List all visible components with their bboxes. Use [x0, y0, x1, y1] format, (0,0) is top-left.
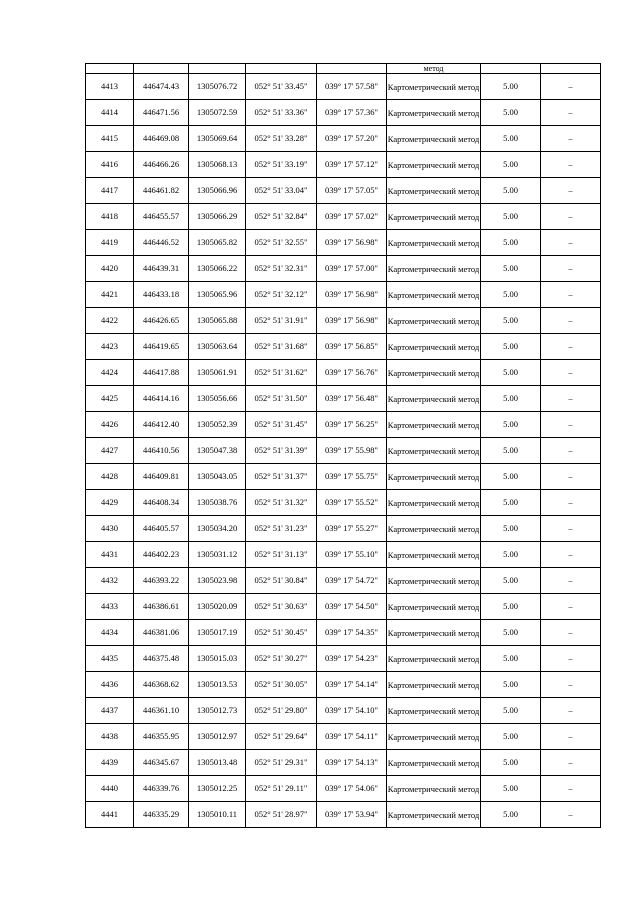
cell-longitude: 039° 17' 57.20"	[317, 126, 387, 152]
cell-point-number: 4431	[86, 542, 134, 568]
cell-point-number: 4437	[86, 698, 134, 724]
cell-note: –	[541, 776, 601, 802]
cell-note: –	[541, 698, 601, 724]
cell-accuracy: 5.00	[481, 308, 541, 334]
cell-latitude: 052° 51' 32.84"	[246, 204, 317, 230]
cell-y-coordinate: 1305061.91	[189, 360, 246, 386]
cell-x-coordinate: 446433.18	[134, 282, 189, 308]
cell-note: –	[541, 620, 601, 646]
table-row	[86, 386, 601, 412]
cell-longitude: 039° 17' 57.36"	[317, 100, 387, 126]
cell-longitude: 039° 17' 54.35"	[317, 620, 387, 646]
cell-y-coordinate: 1305015.03	[189, 646, 246, 672]
cell-x-coordinate: 446402.23	[134, 542, 189, 568]
cell-method: Картометрический метод	[387, 282, 481, 308]
cell-accuracy: 5.00	[481, 568, 541, 594]
cell-note: –	[541, 74, 601, 100]
cell-longitude: 039° 17' 57.58"	[317, 74, 387, 100]
cell-method: Картометрический метод	[387, 204, 481, 230]
cell-point-number: 4439	[86, 750, 134, 776]
cell-note: –	[541, 490, 601, 516]
cell-method: Картометрический метод	[387, 152, 481, 178]
cell-y-coordinate: 1305023.98	[189, 568, 246, 594]
cell-x-coordinate: 446386.61	[134, 594, 189, 620]
cell-x-coordinate: 446339.76	[134, 776, 189, 802]
cell-y-coordinate: 1305017.19	[189, 620, 246, 646]
cell-point-number: 4427	[86, 438, 134, 464]
cell-y-coordinate: 1305031.12	[189, 542, 246, 568]
cell-x-coordinate: 446335.29	[134, 802, 189, 828]
cell-latitude: 052° 51' 33.45"	[246, 74, 317, 100]
cell-method: Картометрический метод	[387, 568, 481, 594]
cell-latitude: 052° 51' 30.45"	[246, 620, 317, 646]
cell-point-number: 4429	[86, 490, 134, 516]
cell-note: –	[541, 282, 601, 308]
cell-y-coordinate: 1305012.73	[189, 698, 246, 724]
cell-note: –	[541, 178, 601, 204]
table-row-continuation	[86, 64, 601, 74]
cell-x-coordinate: 446474.43	[134, 74, 189, 100]
cell-longitude: 039° 17' 54.23"	[317, 646, 387, 672]
cell-x-coordinate: 446461.82	[134, 178, 189, 204]
cell-latitude: 052° 51' 30.05"	[246, 672, 317, 698]
cell-method: Картометрический метод	[387, 126, 481, 152]
cell-empty	[317, 64, 387, 74]
cell-longitude: 039° 17' 54.14"	[317, 672, 387, 698]
cell-method: Картометрический метод	[387, 776, 481, 802]
cell-method: Картометрический метод	[387, 74, 481, 100]
cell-accuracy: 5.00	[481, 152, 541, 178]
cell-point-number: 4424	[86, 360, 134, 386]
cell-method: Картометрический метод	[387, 594, 481, 620]
cell-latitude: 052° 51' 32.31"	[246, 256, 317, 282]
cell-latitude: 052° 51' 31.39"	[246, 438, 317, 464]
cell-accuracy: 5.00	[481, 204, 541, 230]
cell-method: Картометрический метод	[387, 542, 481, 568]
cell-accuracy: 5.00	[481, 386, 541, 412]
cell-longitude: 039° 17' 56.98"	[317, 230, 387, 256]
table-row	[86, 568, 601, 594]
table-row	[86, 256, 601, 282]
table-row	[86, 74, 601, 100]
cell-point-number: 4413	[86, 74, 134, 100]
cell-latitude: 052° 51' 31.45"	[246, 412, 317, 438]
cell-note: –	[541, 386, 601, 412]
cell-longitude: 039° 17' 57.02"	[317, 204, 387, 230]
cell-y-coordinate: 1305034.20	[189, 516, 246, 542]
cell-method: Картометрический метод	[387, 100, 481, 126]
cell-accuracy: 5.00	[481, 776, 541, 802]
cell-note: –	[541, 126, 601, 152]
cell-accuracy: 5.00	[481, 412, 541, 438]
table-row	[86, 126, 601, 152]
cell-note: –	[541, 542, 601, 568]
cell-accuracy: 5.00	[481, 698, 541, 724]
cell-accuracy: 5.00	[481, 256, 541, 282]
cell-x-coordinate: 446471.56	[134, 100, 189, 126]
cell-y-coordinate: 1305010.11	[189, 802, 246, 828]
cell-longitude: 039° 17' 56.98"	[317, 308, 387, 334]
cell-longitude: 039° 17' 57.05"	[317, 178, 387, 204]
cell-longitude: 039° 17' 54.13"	[317, 750, 387, 776]
cell-y-coordinate: 1305066.29	[189, 204, 246, 230]
cell-method: Картометрический метод	[387, 334, 481, 360]
table-row	[86, 204, 601, 230]
table-row	[86, 542, 601, 568]
table-row	[86, 698, 601, 724]
cell-latitude: 052° 51' 33.19"	[246, 152, 317, 178]
cell-point-number: 4440	[86, 776, 134, 802]
cell-accuracy: 5.00	[481, 178, 541, 204]
cell-longitude: 039° 17' 56.48"	[317, 386, 387, 412]
table-row	[86, 230, 601, 256]
cell-note: –	[541, 412, 601, 438]
cell-note: –	[541, 438, 601, 464]
cell-note: –	[541, 568, 601, 594]
table-row	[86, 464, 601, 490]
cell-note: –	[541, 308, 601, 334]
cell-x-coordinate: 446419.65	[134, 334, 189, 360]
cell-y-coordinate: 1305066.96	[189, 178, 246, 204]
cell-method: Картометрический метод	[387, 386, 481, 412]
cell-note: –	[541, 750, 601, 776]
cell-point-number: 4421	[86, 282, 134, 308]
cell-point-number: 4420	[86, 256, 134, 282]
cell-accuracy: 5.00	[481, 672, 541, 698]
cell-y-coordinate: 1305076.72	[189, 74, 246, 100]
cell-latitude: 052° 51' 31.23"	[246, 516, 317, 542]
cell-longitude: 039° 17' 57.00"	[317, 256, 387, 282]
cell-point-number: 4436	[86, 672, 134, 698]
cell-latitude: 052° 51' 29.11"	[246, 776, 317, 802]
cell-latitude: 052° 51' 31.91"	[246, 308, 317, 334]
cell-point-number: 4430	[86, 516, 134, 542]
cell-x-coordinate: 446375.48	[134, 646, 189, 672]
cell-latitude: 052° 51' 31.62"	[246, 360, 317, 386]
cell-point-number: 4441	[86, 802, 134, 828]
cell-longitude: 039° 17' 56.85"	[317, 334, 387, 360]
cell-x-coordinate: 446405.57	[134, 516, 189, 542]
cell-latitude: 052° 51' 30.27"	[246, 646, 317, 672]
cell-x-coordinate: 446426.65	[134, 308, 189, 334]
cell-point-number: 4416	[86, 152, 134, 178]
cell-y-coordinate: 1305066.22	[189, 256, 246, 282]
cell-method: Картометрический метод	[387, 750, 481, 776]
cell-latitude: 052° 51' 30.63"	[246, 594, 317, 620]
cell-longitude: 039° 17' 57.12"	[317, 152, 387, 178]
cell-accuracy: 5.00	[481, 490, 541, 516]
cell-longitude: 039° 17' 55.75"	[317, 464, 387, 490]
cell-x-coordinate: 446393.22	[134, 568, 189, 594]
cell-x-coordinate: 446408.34	[134, 490, 189, 516]
cell-accuracy: 5.00	[481, 750, 541, 776]
table-row	[86, 360, 601, 386]
cell-accuracy: 5.00	[481, 464, 541, 490]
cell-method: Картометрический метод	[387, 308, 481, 334]
cell-method: Картометрический метод	[387, 464, 481, 490]
cell-empty	[189, 64, 246, 74]
cell-longitude: 039° 17' 54.06"	[317, 776, 387, 802]
cell-latitude: 052° 51' 28.97"	[246, 802, 317, 828]
cell-longitude: 039° 17' 55.52"	[317, 490, 387, 516]
cell-x-coordinate: 446368.62	[134, 672, 189, 698]
cell-x-coordinate: 446409.81	[134, 464, 189, 490]
cell-accuracy: 5.00	[481, 802, 541, 828]
cell-longitude: 039° 17' 56.98"	[317, 282, 387, 308]
cell-accuracy: 5.00	[481, 334, 541, 360]
cell-accuracy: 5.00	[481, 100, 541, 126]
cell-note: –	[541, 256, 601, 282]
cell-point-number: 4415	[86, 126, 134, 152]
cell-latitude: 052° 51' 29.64"	[246, 724, 317, 750]
cell-point-number: 4432	[86, 568, 134, 594]
cell-y-coordinate: 1305043.05	[189, 464, 246, 490]
cell-method: Картометрический метод	[387, 516, 481, 542]
coordinates-table	[85, 63, 601, 828]
cell-method: Картометрический метод	[387, 802, 481, 828]
cell-latitude: 052° 51' 31.32"	[246, 490, 317, 516]
cell-y-coordinate: 1305052.39	[189, 412, 246, 438]
cell-y-coordinate: 1305065.82	[189, 230, 246, 256]
table-row	[86, 100, 601, 126]
cell-point-number: 4418	[86, 204, 134, 230]
cell-note: –	[541, 464, 601, 490]
cell-point-number: 4428	[86, 464, 134, 490]
cell-method: Картометрический метод	[387, 646, 481, 672]
cell-accuracy: 5.00	[481, 360, 541, 386]
cell-point-number: 4435	[86, 646, 134, 672]
cell-method: Картометрический метод	[387, 490, 481, 516]
cell-note: –	[541, 672, 601, 698]
cell-x-coordinate: 446412.40	[134, 412, 189, 438]
cell-accuracy: 5.00	[481, 516, 541, 542]
cell-accuracy: 5.00	[481, 646, 541, 672]
cell-x-coordinate: 446345.67	[134, 750, 189, 776]
cell-note: –	[541, 230, 601, 256]
cell-point-number: 4433	[86, 594, 134, 620]
cell-latitude: 052° 51' 31.68"	[246, 334, 317, 360]
cell-method: Картометрический метод	[387, 412, 481, 438]
table-row	[86, 776, 601, 802]
cell-accuracy: 5.00	[481, 438, 541, 464]
cell-x-coordinate: 446455.57	[134, 204, 189, 230]
table-row	[86, 594, 601, 620]
cell-method: Картометрический метод	[387, 360, 481, 386]
table-row	[86, 438, 601, 464]
cell-method: Картометрический метод	[387, 672, 481, 698]
cell-point-number: 4422	[86, 308, 134, 334]
cell-x-coordinate: 446361.10	[134, 698, 189, 724]
cell-x-coordinate: 446410.56	[134, 438, 189, 464]
cell-note: –	[541, 360, 601, 386]
cell-longitude: 039° 17' 54.50"	[317, 594, 387, 620]
cell-accuracy: 5.00	[481, 74, 541, 100]
cell-x-coordinate: 446414.16	[134, 386, 189, 412]
cell-note: –	[541, 646, 601, 672]
cell-empty	[481, 64, 541, 74]
cell-note: –	[541, 100, 601, 126]
cell-longitude: 039° 17' 54.11"	[317, 724, 387, 750]
cell-note: –	[541, 724, 601, 750]
cell-method: Картометрический метод	[387, 256, 481, 282]
cell-y-coordinate: 1305012.25	[189, 776, 246, 802]
cell-empty	[246, 64, 317, 74]
cell-latitude: 052° 51' 30.84"	[246, 568, 317, 594]
cell-latitude: 052° 51' 31.13"	[246, 542, 317, 568]
cell-longitude: 039° 17' 55.10"	[317, 542, 387, 568]
cell-point-number: 4426	[86, 412, 134, 438]
cell-point-number: 4438	[86, 724, 134, 750]
cell-point-number: 4414	[86, 100, 134, 126]
cell-y-coordinate: 1305065.96	[189, 282, 246, 308]
table-row	[86, 308, 601, 334]
cell-empty	[541, 64, 601, 74]
cell-longitude: 039° 17' 54.10"	[317, 698, 387, 724]
cell-y-coordinate: 1305020.09	[189, 594, 246, 620]
cell-accuracy: 5.00	[481, 594, 541, 620]
cell-point-number: 4419	[86, 230, 134, 256]
cell-y-coordinate: 1305068.13	[189, 152, 246, 178]
cell-y-coordinate: 1305047.38	[189, 438, 246, 464]
cell-note: –	[541, 516, 601, 542]
cell-x-coordinate: 446439.31	[134, 256, 189, 282]
cell-method: Картометрический метод	[387, 724, 481, 750]
cell-note: –	[541, 802, 601, 828]
cell-note: –	[541, 152, 601, 178]
cell-point-number: 4417	[86, 178, 134, 204]
cell-latitude: 052° 51' 29.80"	[246, 698, 317, 724]
cell-accuracy: 5.00	[481, 126, 541, 152]
table-row	[86, 178, 601, 204]
cell-note: –	[541, 334, 601, 360]
cell-note: –	[541, 204, 601, 230]
table-row	[86, 282, 601, 308]
cell-accuracy: 5.00	[481, 282, 541, 308]
cell-longitude: 039° 17' 56.25"	[317, 412, 387, 438]
table-row	[86, 516, 601, 542]
cell-longitude: 039° 17' 56.76"	[317, 360, 387, 386]
cell-method: Картометрический метод	[387, 178, 481, 204]
cell-latitude: 052° 51' 31.37"	[246, 464, 317, 490]
table-row	[86, 802, 601, 828]
table-row	[86, 646, 601, 672]
cell-accuracy: 5.00	[481, 620, 541, 646]
cell-method: Картометрический метод	[387, 438, 481, 464]
cell-latitude: 052° 51' 31.50"	[246, 386, 317, 412]
cell-accuracy: 5.00	[481, 230, 541, 256]
cell-note: –	[541, 594, 601, 620]
table-row	[86, 724, 601, 750]
table-row	[86, 152, 601, 178]
cell-accuracy: 5.00	[481, 542, 541, 568]
cell-longitude: 039° 17' 53.94"	[317, 802, 387, 828]
cell-empty	[86, 64, 134, 74]
cell-latitude: 052° 51' 32.55"	[246, 230, 317, 256]
cell-x-coordinate: 446355.95	[134, 724, 189, 750]
cell-method: Картометрический метод	[387, 620, 481, 646]
cell-longitude: 039° 17' 55.27"	[317, 516, 387, 542]
cell-y-coordinate: 1305013.53	[189, 672, 246, 698]
cell-latitude: 052° 51' 33.36"	[246, 100, 317, 126]
cell-y-coordinate: 1305069.64	[189, 126, 246, 152]
cell-x-coordinate: 446417.88	[134, 360, 189, 386]
cell-point-number: 4423	[86, 334, 134, 360]
cell-latitude: 052° 51' 32.12"	[246, 282, 317, 308]
table-row	[86, 620, 601, 646]
cell-y-coordinate: 1305038.76	[189, 490, 246, 516]
cell-longitude: 039° 17' 55.98"	[317, 438, 387, 464]
cell-y-coordinate: 1305012.97	[189, 724, 246, 750]
table-row	[86, 672, 601, 698]
table-row	[86, 490, 601, 516]
cell-empty	[134, 64, 189, 74]
table-row	[86, 412, 601, 438]
cell-y-coordinate: 1305013.48	[189, 750, 246, 776]
cell-x-coordinate: 446469.08	[134, 126, 189, 152]
cell-method: Картометрический метод	[387, 698, 481, 724]
cell-method-tail: метод	[387, 64, 481, 74]
cell-longitude: 039° 17' 54.72"	[317, 568, 387, 594]
cell-y-coordinate: 1305063.64	[189, 334, 246, 360]
table-row	[86, 750, 601, 776]
cell-accuracy: 5.00	[481, 724, 541, 750]
coordinates-table-page	[85, 63, 600, 828]
cell-point-number: 4434	[86, 620, 134, 646]
cell-y-coordinate: 1305056.66	[189, 386, 246, 412]
cell-latitude: 052° 51' 29.31"	[246, 750, 317, 776]
cell-method: Картометрический метод	[387, 230, 481, 256]
cell-x-coordinate: 446381.06	[134, 620, 189, 646]
cell-x-coordinate: 446466.26	[134, 152, 189, 178]
cell-x-coordinate: 446446.52	[134, 230, 189, 256]
cell-point-number: 4425	[86, 386, 134, 412]
table-row	[86, 334, 601, 360]
cell-latitude: 052° 51' 33.28"	[246, 126, 317, 152]
cell-y-coordinate: 1305072.59	[189, 100, 246, 126]
cell-y-coordinate: 1305065.88	[189, 308, 246, 334]
cell-latitude: 052° 51' 33.04"	[246, 178, 317, 204]
